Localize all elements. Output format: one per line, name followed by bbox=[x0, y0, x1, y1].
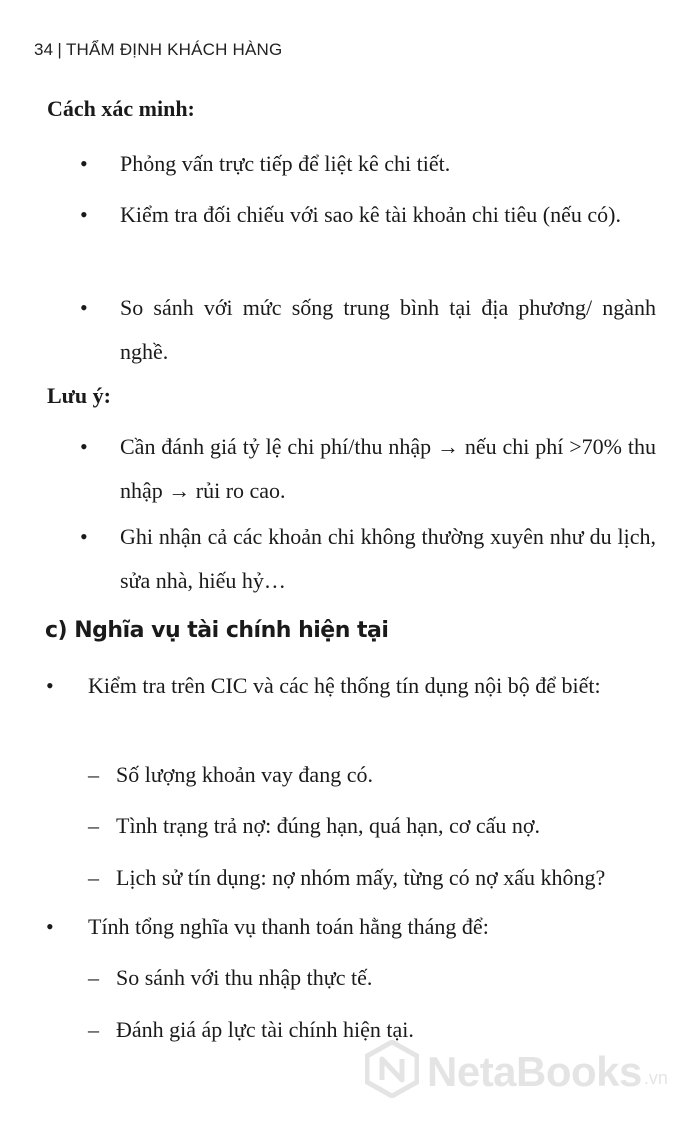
obligation-item-text: Kiểm tra trên CIC và các hệ thống tín dụng nội bộ để biết: bbox=[88, 673, 601, 698]
obligation-item bbox=[46, 905, 656, 949]
sub-item bbox=[88, 956, 372, 1000]
verification-item-text: Phỏng vấn trực tiếp để liệt kê chi tiết. bbox=[120, 151, 451, 176]
running-title: THẨM ĐỊNH KHÁCH HÀNG bbox=[65, 40, 283, 59]
dash-marker: – bbox=[88, 1017, 99, 1042]
watermark bbox=[365, 1040, 668, 1103]
verification-item bbox=[80, 193, 656, 237]
obligation-item-text: Tính tổng nghĩa vụ thanh toán hằng tháng để: bbox=[88, 914, 489, 939]
bullet-marker: • bbox=[46, 914, 54, 939]
sub-item bbox=[88, 804, 540, 848]
note-item-text: Cần đánh giá tỷ lệ chi phí/thu nhập → nếu chi phí >70% thu nhập → rủi ro cao. bbox=[120, 434, 656, 503]
netabooks-logo-icon bbox=[365, 1040, 419, 1103]
note-item bbox=[80, 425, 656, 513]
obligation-item bbox=[46, 664, 656, 708]
page-number: 34 bbox=[34, 40, 54, 59]
header-separator: | bbox=[57, 40, 62, 59]
dash-marker: – bbox=[88, 762, 99, 787]
note-item bbox=[80, 515, 656, 603]
running-header bbox=[34, 40, 282, 60]
verification-item-text: Kiểm tra đối chiếu với sao kê tài khoản chi tiêu (nếu có). bbox=[120, 202, 621, 227]
sub-item-text: Số lượng khoản vay đang có. bbox=[116, 762, 373, 787]
watermark-suffix: .vn bbox=[643, 1068, 668, 1088]
verification-item bbox=[80, 286, 656, 374]
watermark-brand: NetaBooks bbox=[427, 1047, 642, 1095]
sub-item bbox=[88, 856, 605, 900]
note-item-text: Ghi nhận cả các khoản chi không thường xuyên như du lịch, sửa nhà, hiếu hỷ… bbox=[120, 524, 656, 593]
dash-marker: – bbox=[88, 865, 99, 890]
bullet-marker: • bbox=[46, 673, 54, 698]
dash-marker: – bbox=[88, 813, 99, 838]
sub-item-text: So sánh với thu nhập thực tế. bbox=[116, 965, 373, 990]
sub-item bbox=[88, 753, 373, 797]
bullet-marker: • bbox=[80, 524, 88, 549]
verification-item-text: So sánh với mức sống trung bình tại địa phương/ ngành nghề. bbox=[120, 295, 656, 364]
sub-item-text: Lịch sử tín dụng: nợ nhóm mấy, từng có nợ xấu không? bbox=[116, 865, 606, 890]
dash-marker: – bbox=[88, 965, 99, 990]
section-c-heading: c) Nghĩa vụ tài chính hiện tại bbox=[45, 618, 389, 643]
sub-item-text: Tình trạng trả nợ: đúng hạn, quá hạn, cơ cấu nợ. bbox=[116, 813, 541, 838]
bullet-marker: • bbox=[80, 434, 88, 459]
bullet-marker: • bbox=[80, 151, 88, 176]
sub-item-text: Đánh giá áp lực tài chính hiện tại. bbox=[116, 1017, 414, 1042]
verification-heading: Cách xác minh: bbox=[47, 96, 195, 121]
verification-item bbox=[80, 142, 656, 186]
bullet-marker: • bbox=[80, 295, 88, 320]
note-heading: Lưu ý: bbox=[47, 383, 111, 408]
bullet-marker: • bbox=[80, 202, 88, 227]
